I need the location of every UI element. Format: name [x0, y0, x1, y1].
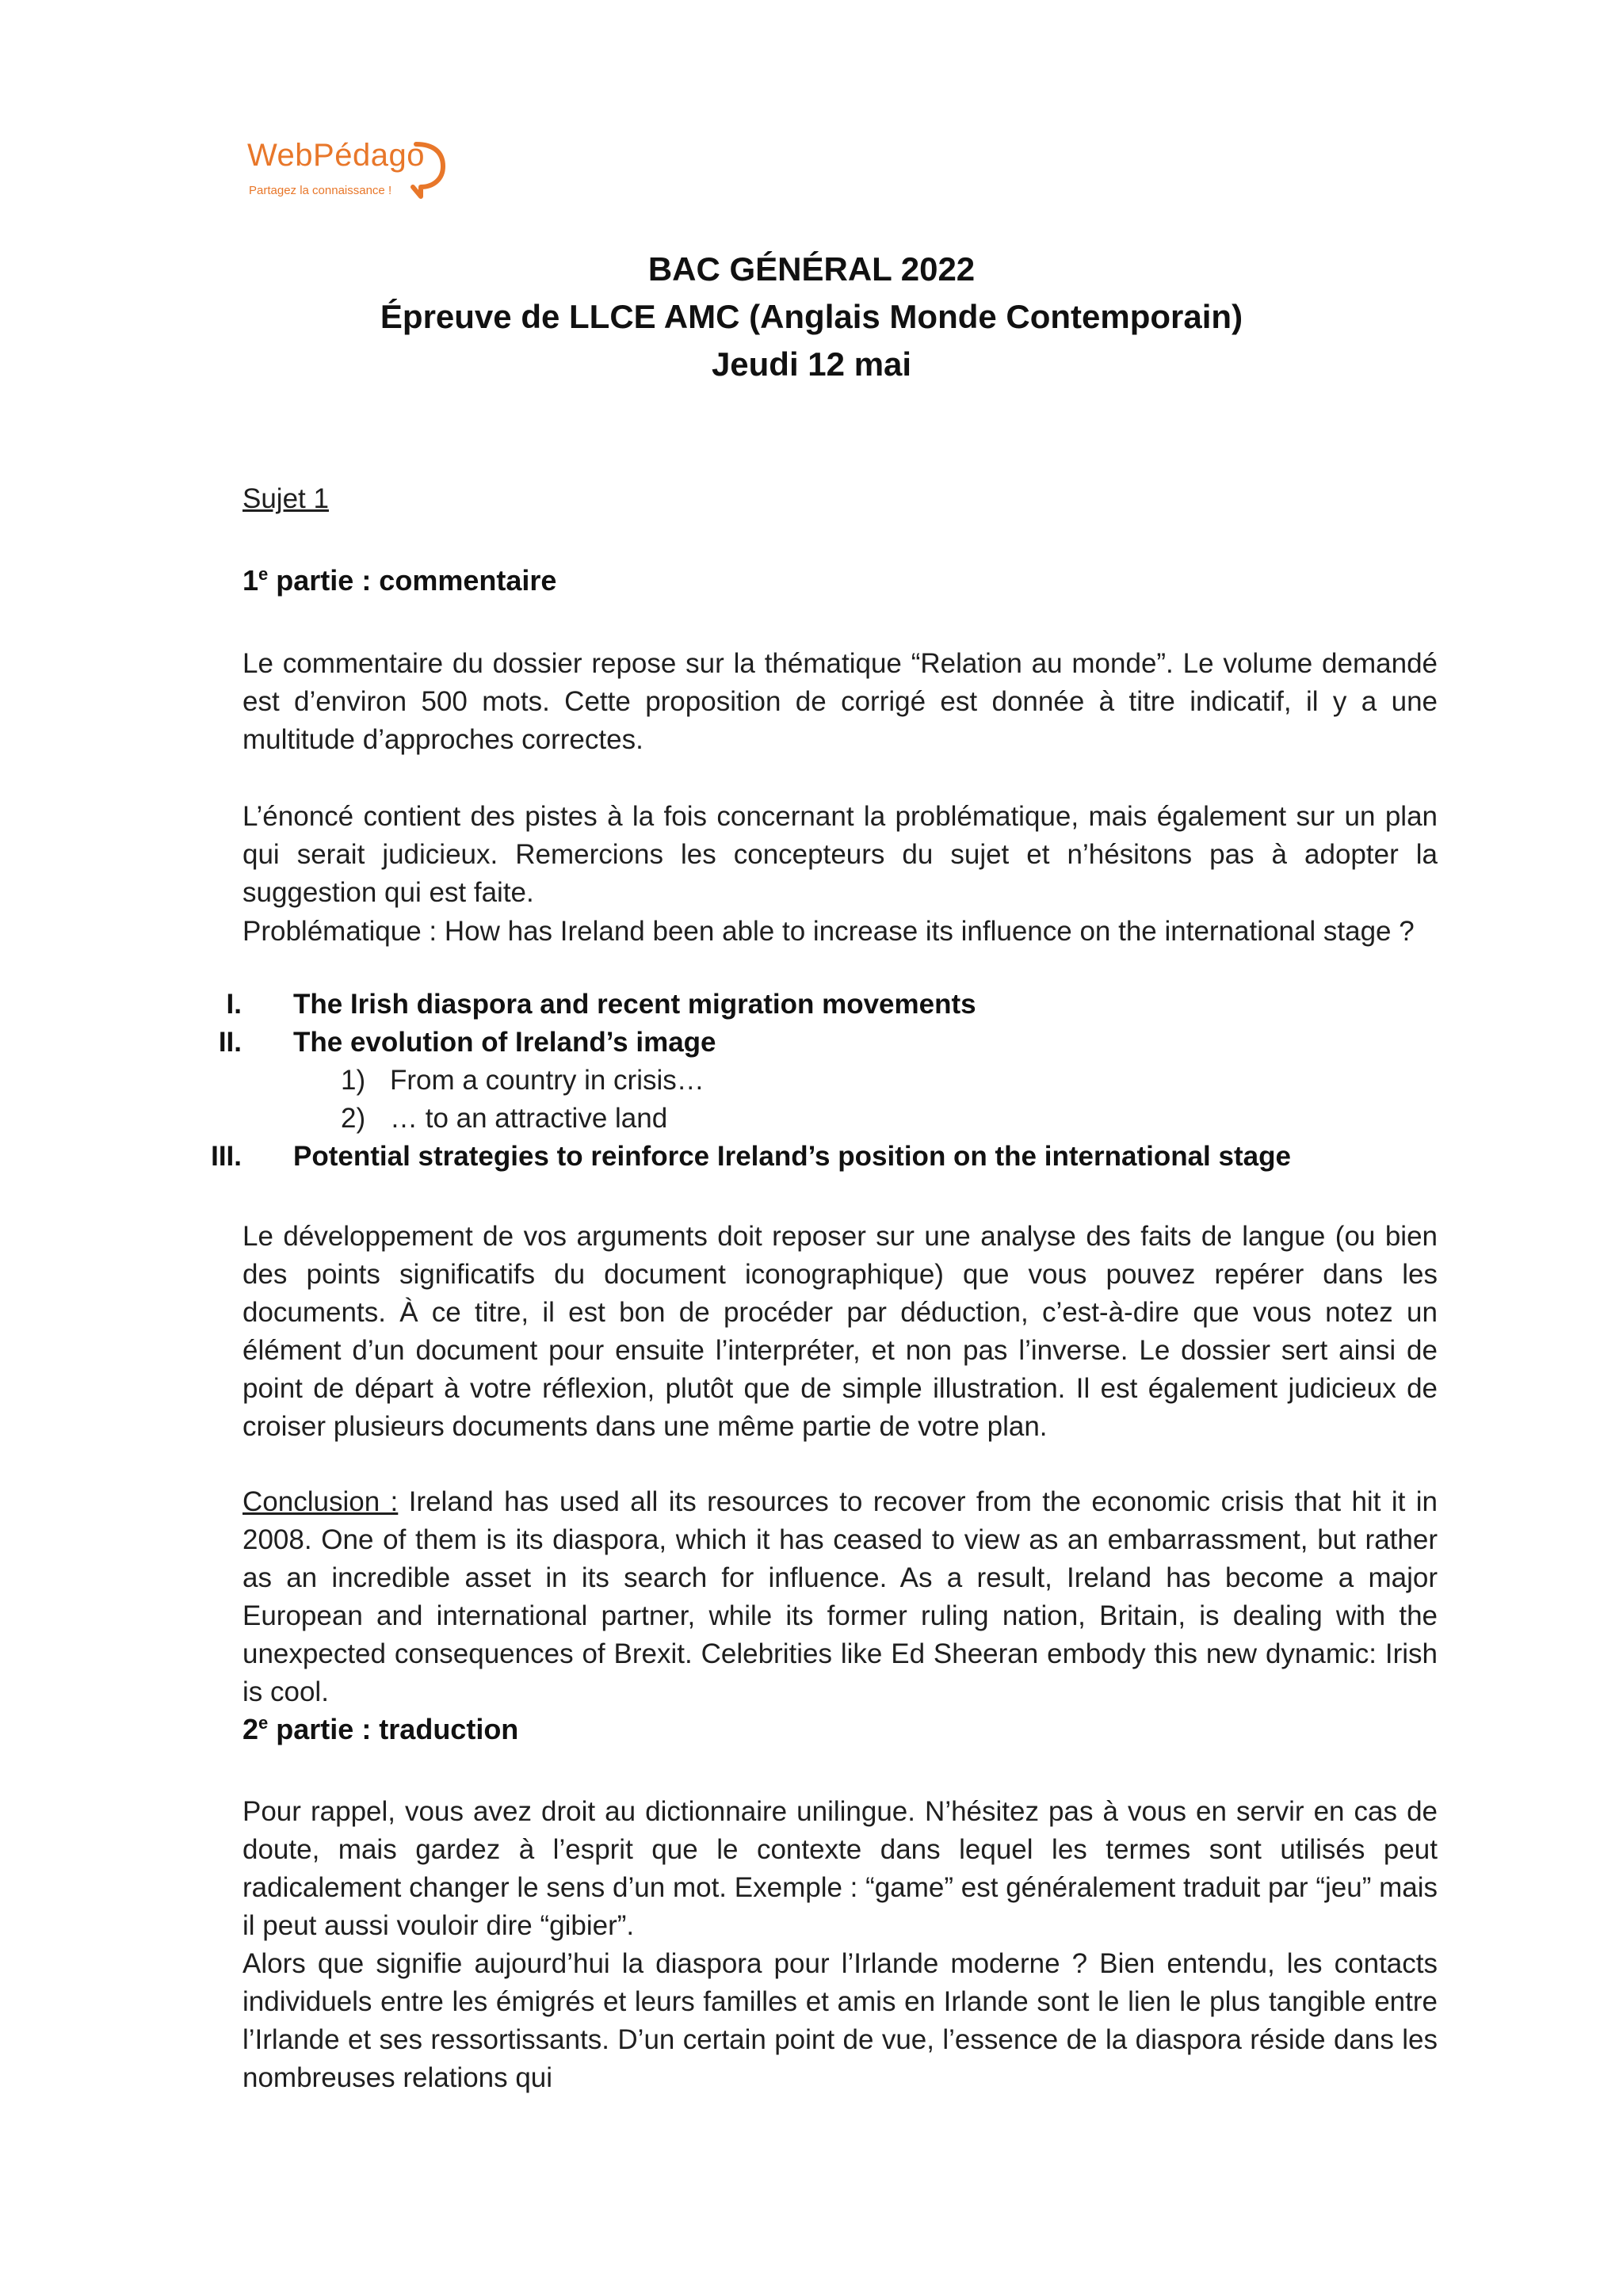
part1-paragraph-1: Le commentaire du dossier repose sur la thématique “Relation au monde”. Le volume demandé est d’environ 500 mots. Cette proposition de corrigé est donnée à titre indicatif, il y a une multitude d’approches correctes. — [242, 648, 1438, 755]
subplan-item-number: 2) — [341, 1103, 366, 1134]
plan-item-number: I. — [226, 989, 242, 1020]
conclusion-label: Conclusion : — [242, 1486, 399, 1517]
part1-paragraph-4: Le développement de vos arguments doit reposer sur une analyse des faits de langue (ou bien des points significatifs du document iconographique) que vous pouvez repérer dans les documents. À ce titre, il est bon de procéder par déduction, c’est-à-dire que vous notez un élément d’un document pour ensuite l’interpréter, et non pas l’inverse. Le dossier sert ainsi de point de départ à votre réflexion, plutôt que de simple illustration. Il est également judicieux de croiser plusieurs documents dans une même partie de votre plan. — [242, 1221, 1438, 1442]
subplan-item-number: 1) — [341, 1065, 366, 1096]
subplan-item-text: … to an attractive land — [390, 1103, 668, 1134]
part2-superscript: e — [258, 1713, 269, 1733]
title-line-1: BAC GÉNÉRAL 2022 — [647, 250, 976, 288]
plan-item-text: The evolution of Ireland’s image — [293, 1027, 716, 1058]
conclusion-paragraph — [242, 1483, 1438, 1711]
part1-heading-text: partie : commentaire — [268, 564, 557, 597]
speech-bubble-icon — [410, 139, 448, 200]
sujet-label: Sujet 1 — [242, 483, 329, 514]
conclusion-text: Ireland has used all its resources to recover from the economic crisis that hit it in 2008. One of them is its diaspora, which it has ceased to view as an embarrassment, but rather as an incredible asset in its search for influence. As a result, Ireland has become a major European and international partner, while its former ruling nation, Britain, is dealing with the unexpected consequences of Brexit. Celebrities like Ed Sheeran embody this new dynamic: Irish is cool. — [242, 1486, 1438, 1707]
part1-heading — [242, 564, 556, 597]
plan-item-number: III. — [211, 1141, 242, 1172]
logo-tagline: Partagez la connaissance ! — [249, 184, 392, 197]
subplan-item-text: From a country in crisis… — [390, 1065, 705, 1096]
title-line-3: Jeudi 12 mai — [711, 345, 912, 383]
part1-number: 1 — [242, 564, 259, 597]
part1-superscript: e — [258, 564, 269, 584]
plan-item-text: The Irish diaspora and recent migration movements — [293, 989, 976, 1020]
part2-paragraph-2: Alors que signifie aujourd’hui la diaspora pour l’Irlande moderne ? Bien entendu, les contacts individuels entre les émigrés et leurs familles et amis en Irlande sont le lien le plus tangible entre l’Irlande et ses ressortissants. D’un certain point de vue, l’essence de la diaspora réside dans les nombreuses relations qui — [242, 1948, 1438, 2093]
title-line-2: Épreuve de LLCE AMC (Anglais Monde Contemporain) — [380, 298, 1243, 335]
part2-number: 2 — [242, 1713, 259, 1745]
part2-heading — [242, 1713, 518, 1746]
logo-name: WebPédago — [247, 138, 425, 173]
part2-heading-text: partie : traduction — [268, 1713, 519, 1745]
problematique: Problématique : How has Ireland been able to increase its influence on the international stage ? — [242, 916, 1415, 947]
plan-item-text: Potential strategies to reinforce Ireland’s position on the international stage — [293, 1141, 1291, 1172]
part1-paragraph-2: L’énoncé contient des pistes à la fois concernant la problématique, mais également sur un plan qui serait judicieux. Remercions les concepteurs du sujet et n’hésitons pas à adopter la suggestion qui est faite. — [242, 801, 1438, 908]
webpedago-logo — [247, 138, 437, 209]
plan-item-number: II. — [218, 1027, 242, 1058]
part2-paragraph-1: Pour rappel, vous avez droit au dictionnaire unilingue. N’hésitez pas à vous en servir en cas de doute, mais gardez à l’esprit que le contexte dans lequel les termes sont utilisés peut radicalement changer le sens d’un mot. Exemple : “game” est généralement traduit par “jeu” mais il peut aussi vouloir dire “gibier”. — [242, 1796, 1438, 1941]
